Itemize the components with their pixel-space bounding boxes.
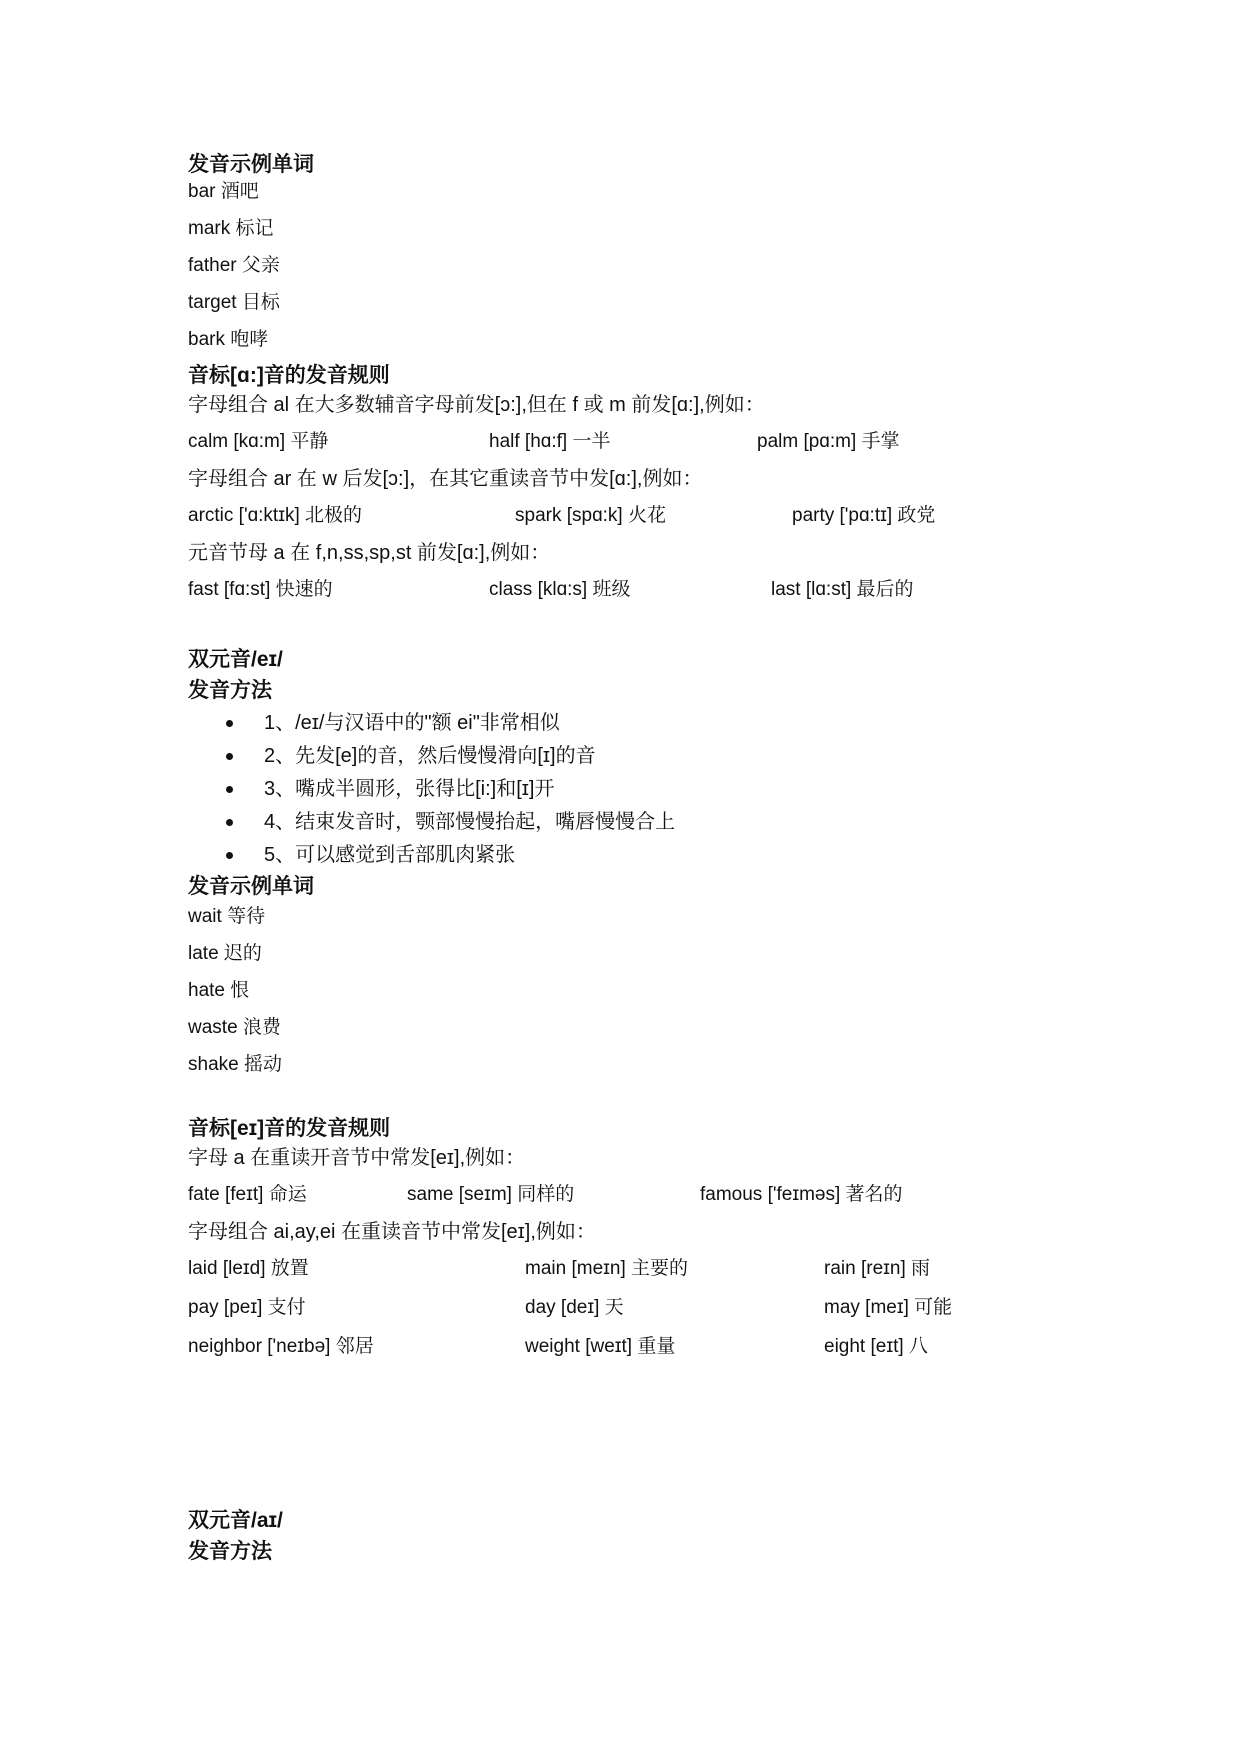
example-word: famous ['feɪməs] 著名的 [700,1184,903,1205]
example-word: day [deɪ] 天 [525,1297,624,1318]
bullet-icon [226,720,233,727]
word-item: father 父亲 [188,255,280,276]
example-row [188,1183,1088,1220]
example-word: may [meɪ] 可能 [824,1297,953,1318]
example-word: weight [weɪt] 重量 [525,1336,676,1357]
word-item: waste 浪费 [188,1017,281,1038]
example-word: rain [reɪn] 雨 [824,1258,931,1279]
method-heading: 发音方法 [188,679,272,702]
document-page [188,150,1088,1567]
bullet-icon [226,786,233,793]
rule-text: 字母组合 al 在大多数辅音字母前发[ɔ:],但在 f 或 m 前发[ɑ:],例如： [188,394,765,416]
example-word: same [seɪm] 同样的 [407,1184,575,1205]
spacer [188,1374,1088,1506]
method-item: 4、结束发音时，颚部慢慢抬起，嘴唇慢慢合上 [188,806,1088,839]
example-word: laid [leɪd] 放置 [188,1258,309,1279]
example-row [188,1257,1088,1296]
word-item: wait 等待 [188,906,266,927]
method-list [188,707,1088,872]
word-item: bark 咆哮 [188,329,269,350]
example-word: fate [feɪt] 命运 [188,1184,307,1205]
word-item: target 目标 [188,292,280,313]
rule-text: 字母组合 ai,ay,ei 在重读音节中常发[eɪ],例如： [188,1221,596,1243]
example-word: class [klɑ:s] 班级 [489,579,631,600]
example-word: spark [spɑ:k] 火花 [515,505,666,526]
example-row [188,578,1088,615]
method-item: 2、先发[e]的音，然后慢慢滑向[ɪ]的音 [188,740,1088,773]
example-word: party ['pɑ:tɪ] 政党 [792,505,936,526]
section-title: 双元音/aɪ/ [188,1509,283,1532]
example-word: eight [eɪt] 八 [824,1336,928,1357]
spacer [188,1090,1088,1114]
example-word: arctic ['ɑ:ktɪk] 北极的 [188,505,363,526]
examples-heading: 发音示例单词 [188,875,314,898]
example-word: neighbor ['neɪbə] 邻居 [188,1336,374,1357]
example-word: main [meɪn] 主要的 [525,1258,689,1279]
method-heading: 发音方法 [188,1540,272,1563]
word-item: bar 酒吧 [188,181,259,202]
example-row [188,1335,1088,1374]
method-item: 1、/eɪ/与汉语中的"额 ei"非常相似 [188,707,1088,740]
bullet-icon [226,753,233,760]
example-row [188,1296,1088,1335]
rule-text: 字母 a 在重读开音节中常发[eɪ],例如： [188,1147,526,1169]
section-title: 双元音/eɪ/ [188,648,283,671]
rule-text: 元音节母 a 在 f,n,ss,sp,st 前发[ɑ:],例如： [188,542,551,564]
bullet-icon [226,819,233,826]
method-item: 3、嘴成半圆形，张得比[i:]和[ɪ]开 [188,773,1088,806]
example-word: palm [pɑ:m] 手掌 [757,431,900,452]
examples-heading: 发音示例单词 [188,153,314,176]
example-word: calm [kɑ:m] 平静 [188,431,329,452]
word-item: shake 摇动 [188,1054,282,1075]
example-word: fast [fɑ:st] 快速的 [188,579,333,600]
example-word: half [hɑ:f] 一半 [489,431,611,452]
spacer [188,615,1088,645]
method-item: 5、可以感觉到舌部肌肉紧张 [188,839,1088,872]
word-item: mark 标记 [188,218,274,239]
example-word: pay [peɪ] 支付 [188,1297,306,1318]
example-word: last [lɑ:st] 最后的 [771,579,914,600]
rules-heading: 音标[eɪ]音的发音规则 [188,1117,391,1140]
rule-text: 字母组合 ar 在 w 后发[ɔ:]，在其它重读音节中发[ɑ:],例如： [188,468,703,490]
example-row [188,430,1088,467]
word-item: hate 恨 [188,980,250,1001]
example-row [188,504,1088,541]
bullet-icon [226,852,233,859]
word-item: late 迟的 [188,943,262,964]
rules-heading: 音标[ɑ:]音的发音规则 [188,364,390,387]
